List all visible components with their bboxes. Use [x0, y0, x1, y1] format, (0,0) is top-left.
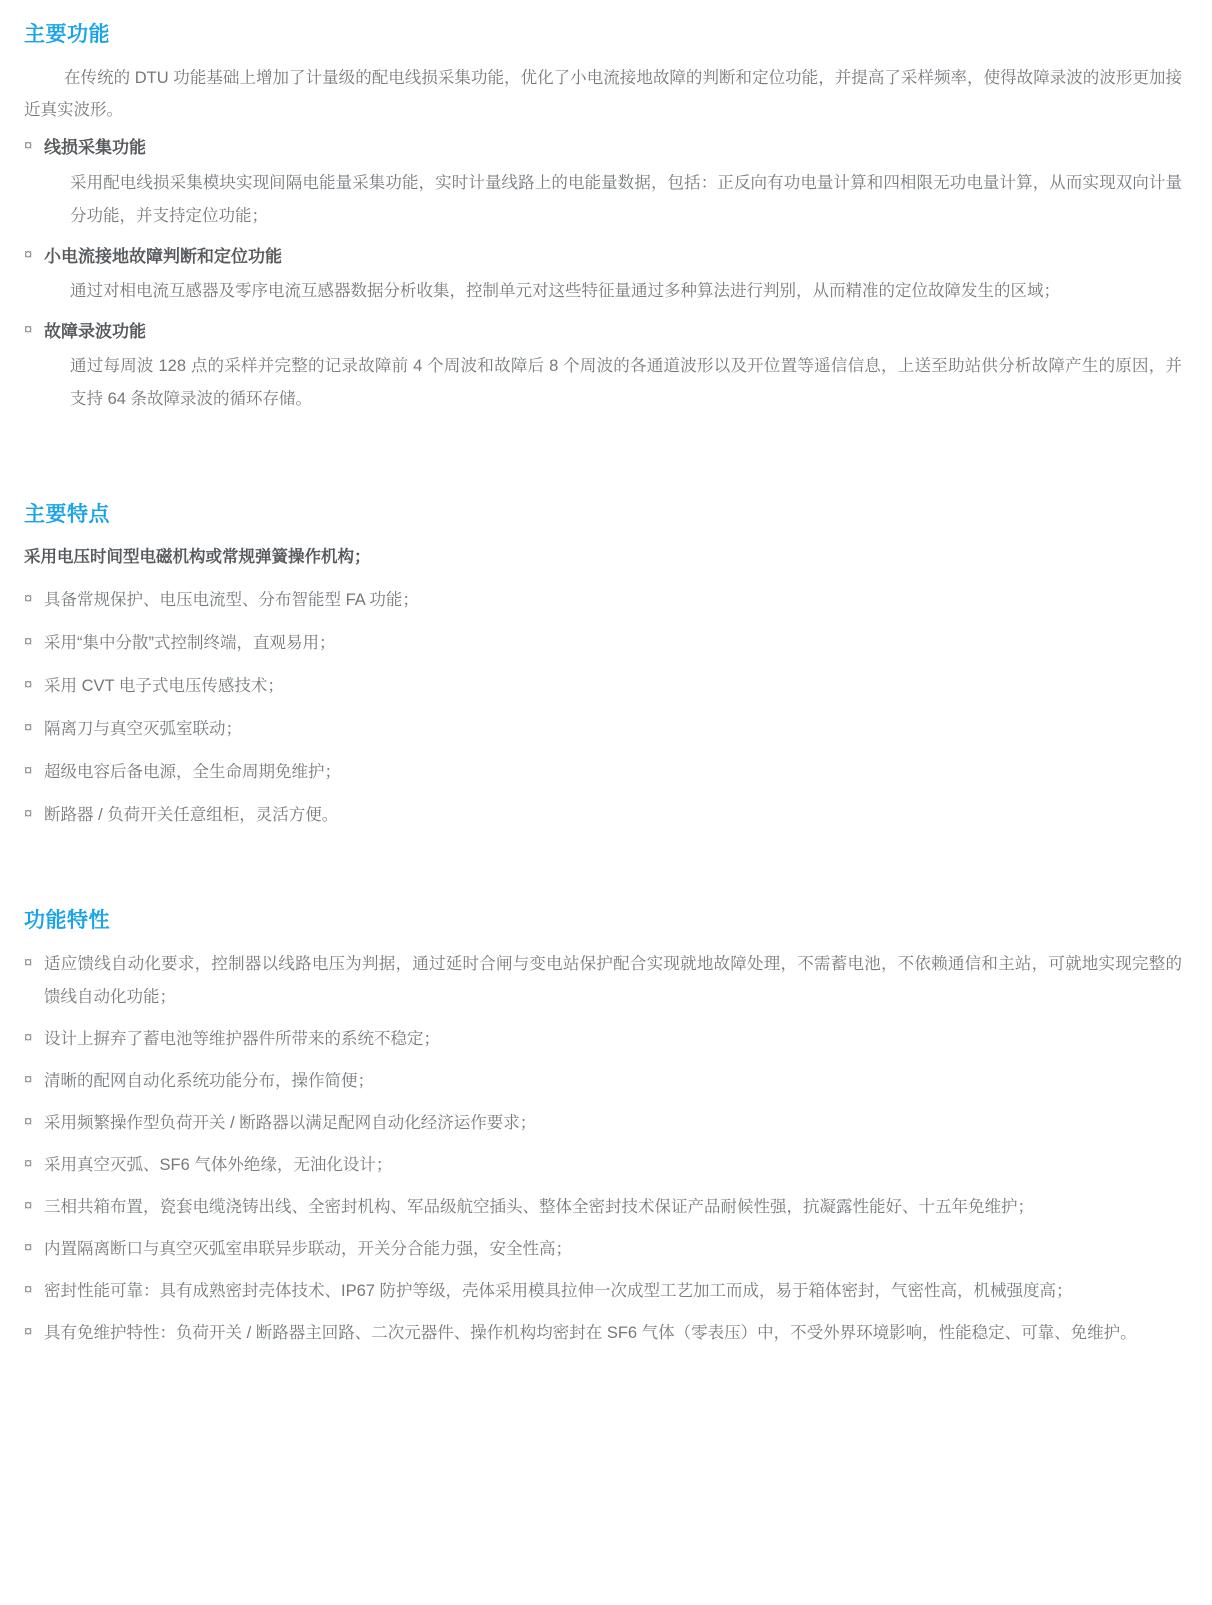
bullet-marker-icon: ¤: [24, 1070, 33, 1088]
bullet-marker-icon: ¤: [24, 1112, 33, 1130]
list-item: [24, 1149, 1182, 1182]
list-item-label: 采用频繁操作型负荷开关 / 断路器以满足配网自动化经济运作要求；: [44, 1113, 537, 1132]
bullet-marker-icon: ¤: [24, 1280, 33, 1298]
function-item-body: 采用配电线损采集模块实现间隔电能量采集功能，实时计量线路上的电能量数据，包括：正反向有功电量计算和四相限无功电量计算，从而实现双向计量分功能，并支持定位功能；: [70, 173, 1182, 225]
bullet-marker-icon: ¤: [24, 245, 33, 263]
bullet-marker-icon: ¤: [24, 804, 33, 822]
function-item-heading-row: [24, 241, 1182, 273]
section-title-main-functions: 主要功能: [24, 23, 110, 46]
bullet-marker-icon: ¤: [24, 1322, 33, 1340]
list-item-label: 具备常规保护、电压电流型、分布智能型 FA 功能；: [44, 590, 419, 609]
list-item: [24, 670, 1182, 703]
function-item-body: 通过对相电流互感器及零序电流互感器数据分析收集，控制单元对这些特征量通过多种算法进行判别，从而精准的定位故障发生的区域；: [70, 281, 1060, 300]
section-spacer: [24, 842, 1182, 904]
bullet-marker-icon: ¤: [24, 589, 33, 607]
list-item: [24, 584, 1182, 617]
bullet-marker-icon: ¤: [24, 137, 33, 155]
bullet-marker-icon: ¤: [24, 675, 33, 693]
function-item: [24, 132, 1182, 232]
list-item: [24, 948, 1182, 1014]
function-item: [24, 316, 1182, 416]
list-item-label: 具有免维护特性：负荷开关 / 断路器主回路、二次元器件、操作机构均密封在 SF6 气体（零表压）中，不受外界环境影响，性能稳定、可靠、免维护。: [44, 1323, 1137, 1342]
bullet-marker-icon: ¤: [24, 718, 33, 736]
list-item-label: 密封性能可靠：具有成熟密封壳体技术、IP67 防护等级，壳体采用模具拉伸一次成型工艺加工而成，易于箱体密封，气密性高，机械强度高；: [44, 1281, 1073, 1300]
list-item-label: 采用 CVT 电子式电压传感技术；: [44, 676, 284, 695]
features-list: [24, 584, 1182, 832]
list-item-label: 设计上摒弃了蓄电池等维护器件所带来的系统不稳定；: [44, 1029, 440, 1048]
bullet-marker-icon: ¤: [24, 1028, 33, 1046]
list-item: [24, 1317, 1182, 1350]
list-item-label: 采用真空灭弧、SF6 气体外绝缘，无油化设计；: [44, 1155, 393, 1174]
function-item-heading-row: [24, 132, 1182, 164]
section-title-functional-characteristics: 功能特性: [24, 908, 110, 932]
function-item-heading: 故障录波功能: [44, 321, 146, 341]
section-main-functions: [24, 18, 1182, 416]
list-item-label: 清晰的配网自动化系统功能分布，操作简便；: [44, 1071, 374, 1090]
list-item: [24, 1023, 1182, 1056]
function-item-heading-row: [24, 316, 1182, 348]
list-item: [24, 713, 1182, 746]
list-item: [24, 799, 1182, 832]
section-main-features: [24, 498, 1182, 831]
function-item-heading: 小电流接地故障判断和定位功能: [44, 246, 282, 266]
function-item-body: 通过每周波 128 点的采样并完整的记录故障前 4 个周波和故障后 8 个周波的各通道波形以及开位置等遥信信息，上送至助站供分析故障产生的原因，并支持 64 条故障录波的循环存储。: [70, 357, 1182, 409]
list-item: [24, 1065, 1182, 1098]
list-item: [24, 1191, 1182, 1224]
characteristics-list: [24, 948, 1182, 1350]
list-item: [24, 627, 1182, 660]
list-item-label: 隔离刀与真空灭弧室联动；: [44, 719, 242, 738]
list-item-label: 三相共箱布置，瓷套电缆浇铸出线、全密封机构、军品级航空插头、整体全密封技术保证产品耐候性强，抗凝露性能好、十五年免维护；: [44, 1197, 1034, 1216]
list-item-label: 适应馈线自动化要求，控制器以线路电压为判据，通过延时合闸与变电站保护配合实现就地故障处理，不需蓄电池，不依赖通信和主站，可就地实现完整的馈线自动化功能；: [44, 954, 1182, 1006]
list-item: [24, 756, 1182, 789]
function-item: [24, 241, 1182, 308]
list-item: [24, 1233, 1182, 1266]
list-item: [24, 1275, 1182, 1308]
list-item: [24, 1107, 1182, 1140]
intro-paragraph: 在传统的 DTU 功能基础上增加了计量级的配电线损采集功能，优化了小电流接地故障的判断和定位功能，并提高了采样频率，使得故障录波的波形更加接近真实波形。: [24, 69, 1182, 120]
section-title-main-features: 主要特点: [24, 503, 110, 527]
bullet-marker-icon: ¤: [24, 320, 33, 338]
bullet-marker-icon: ¤: [24, 761, 33, 779]
function-item-heading: 线损采集功能: [44, 138, 146, 158]
bullet-marker-icon: ¤: [24, 953, 33, 971]
features-lead-text: 采用电压时间型电磁机构或常规弹簧操作机构；: [24, 548, 371, 567]
list-item-label: 内置隔离断口与真空灭弧室串联异步联动，开关分合能力强，安全性高；: [44, 1239, 572, 1258]
bullet-marker-icon: ¤: [24, 632, 33, 650]
bullet-marker-icon: ¤: [24, 1238, 33, 1256]
bullet-marker-icon: ¤: [24, 1196, 33, 1214]
list-item-label: 断路器 / 负荷开关任意组柜，灵活方便。: [44, 805, 339, 824]
section-functional-characteristics: [24, 904, 1182, 1350]
section-spacer: [24, 426, 1182, 498]
list-item-label: 采用“集中分散”式控制终端，直观易用；: [44, 633, 336, 652]
bullet-marker-icon: ¤: [24, 1154, 33, 1172]
list-item-label: 超级电容后备电源，全生命周期免维护；: [44, 762, 341, 781]
